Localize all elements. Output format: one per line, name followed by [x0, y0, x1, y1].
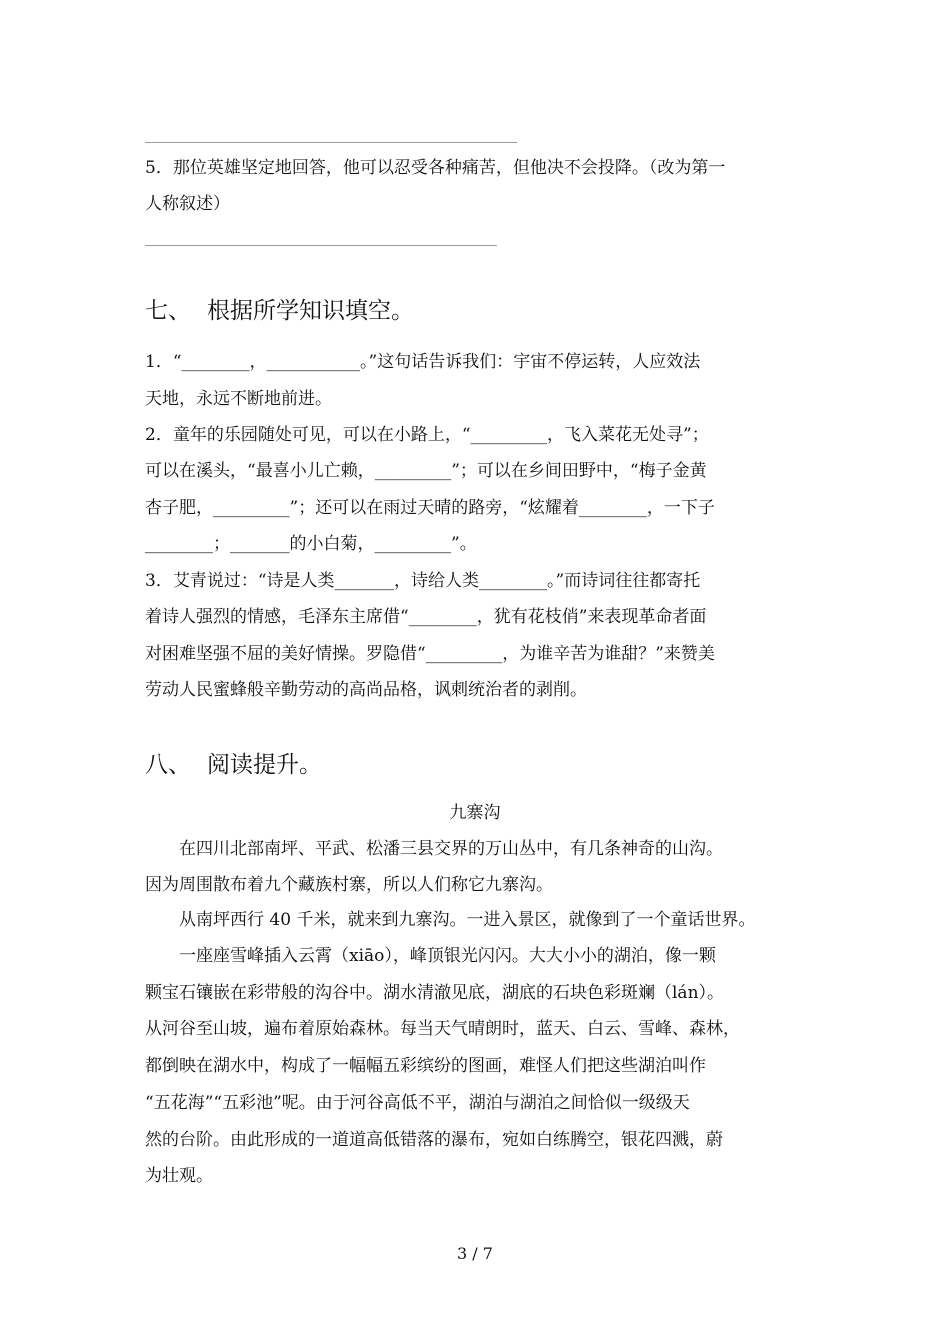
passage-line-1: 在四川北部南坪、平武、松潘三县交界的万山丛中，有几条神奇的山沟。 — [145, 839, 723, 859]
passage-line-2: 因为周围散布着九个藏族村寨，所以人们称它九寨沟。 — [145, 875, 553, 895]
section-7-line-6: ________；_______的小白菊，_________”。 — [145, 534, 477, 554]
section-7-line-3: 2．童年的乐园随处可见，可以在小路上，“_________，飞入菜花无处寻”； — [145, 425, 709, 445]
passage-line-7: 都倒映在湖水中，构成了一幅幅五彩缤纷的图画，难怪人们把这些湖泊叫作 — [145, 1056, 706, 1076]
section-7-heading — [145, 296, 414, 326]
answer-line-q4[interactable] — [145, 142, 517, 143]
q5-line-1: 5．那位英雄坚定地回答，他可以忍受各种痛苦，但他决不会投降。（改为第一 — [145, 158, 726, 178]
section-7-number: 七、 — [145, 298, 191, 324]
answer-line-q5[interactable] — [145, 245, 497, 246]
passage-line-3: 从南坪西行 40 千米，就来到九寨沟。一进入景区，就像到了一个童话世界。 — [145, 910, 756, 930]
passage-line-5: 颗宝石镶嵌在彩带般的沟谷中。湖水清澈见底，湖底的石块色彩斑斓（lán）。 — [145, 983, 725, 1003]
section-7-line-7: 3．艾青说过：“诗是人类_______，诗给人类________。”而诗词往往都寄托 — [145, 571, 701, 591]
passage-line-10: 为壮观。 — [145, 1166, 213, 1186]
section-7-line-9: 对困难坚强不屈的美好情操。罗隐借“_________，为谁辛苦为谁甜？”来赞美 — [145, 644, 715, 664]
passage-line-4: 一座座雪峰插入云霄（xiāo），峰顶银光闪闪。大大小小的湖泊，像一颗 — [145, 946, 716, 966]
passage-line-6: 从河谷至山坡，遍布着原始森林。每当天气晴朗时，蓝天、白云、雪峰、森林， — [145, 1019, 740, 1039]
section-7-line-1: 1．“________，___________。”这句话告诉我们：宇宙不停运转，人应效法 — [145, 352, 701, 372]
q5-line-2: 人称叙述） — [145, 194, 230, 214]
section-8-heading — [145, 750, 322, 780]
section-7-title: 根据所学知识填空。 — [207, 298, 414, 324]
passage-line-8: “五花海”“五彩池”呢。由于河谷高低不平，湖泊与湖泊之间恰似一级级天 — [145, 1093, 690, 1113]
passage-title: 九寨沟 — [449, 803, 501, 823]
section-8-title: 阅读提升。 — [207, 752, 322, 778]
page-number: 3 / 7 — [457, 1244, 493, 1263]
section-7-line-5: 杏子肥，_________”；还可以在雨过天晴的路旁，“炫耀着________，一下子 — [145, 498, 715, 518]
section-7-line-2: 天地，永远不断地前进。 — [145, 389, 332, 409]
passage-line-9: 然的台阶。由此形成的一道道高低错落的瀑布，宛如白练腾空，银花四溅，蔚 — [145, 1130, 723, 1150]
section-7-line-4: 可以在溪头，“最喜小儿亡赖，_________”；可以在乡间田野中，“梅子金黄 — [145, 461, 707, 481]
section-8-number: 八、 — [145, 752, 191, 778]
section-7-line-8: 着诗人强烈的情感，毛泽东主席借“________，犹有花枝俏”来表现革命者面 — [145, 607, 707, 627]
section-7-line-10: 劳动人民蜜蜂般辛勤劳动的高尚品格，讽刺统治者的剥削。 — [145, 680, 587, 700]
